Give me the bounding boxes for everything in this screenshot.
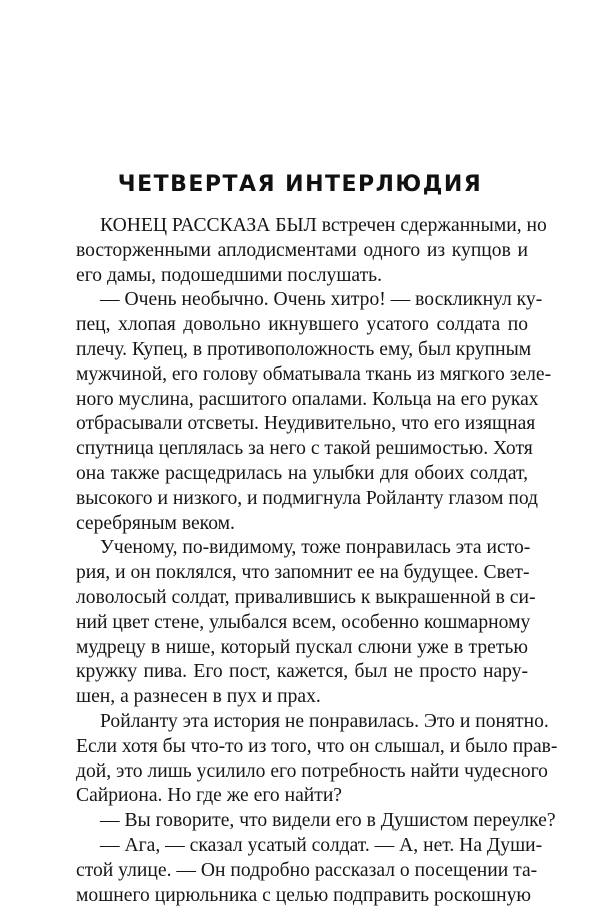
text-line: отбрасывали отсветы. Неудивительно, что его изящная xyxy=(76,413,536,435)
text-line: дой, это лишь усилило его потребность найти чудесного xyxy=(76,760,548,782)
text-line: шен, а разнесен в пух и прах. xyxy=(76,686,321,708)
text-line: она также расщедрилась на улыбки для обоих солдат, xyxy=(76,462,528,484)
text-line: кружку пива. Его пост, кажется, был не просто нару- xyxy=(76,661,528,683)
text-line: рия, и он поклялся, что запомнит ее на будущее. Свет- xyxy=(76,562,530,584)
text-line: КОНЕЦ РАССКАЗА БЫЛ встречен сдержанными, но xyxy=(100,215,547,236)
text-line: спутница цеплялась за него с такой решимостью. Хотя xyxy=(76,438,533,460)
text-line: — Ага, — сказал усатый солдат. — А, нет. На Души- xyxy=(100,834,543,856)
text-line: высокого и низкого, и подмигнула Ройланту глазом под xyxy=(76,487,539,509)
text-line: ний цвет стене, улыбался всем, особенно кошмарному xyxy=(76,611,531,633)
text-line: ного муслина, расшитого опалами. Кольца на его руках xyxy=(76,388,539,410)
text-line: — Вы говорите, что видели его в Душистом переулке? xyxy=(100,810,556,832)
text-line: мужчиной, его голову обматывала ткань из мягкого зеле- xyxy=(76,363,552,385)
text-line: пец, хлопая довольно икнувшего усатого солдата по xyxy=(76,314,528,336)
text-line: восторженными аплодисментами одного из купцов и xyxy=(76,239,528,261)
text-line: стой улице. — Он подробно рассказал о посещении та- xyxy=(76,859,538,881)
chapter-title: ЧЕТВЕРТАЯ ИНТЕРЛЮДИЯ xyxy=(117,172,483,197)
text-line: его дамы, подошедшими послушать. xyxy=(76,264,383,286)
text-line: Ройланту эта история не понравилась. Это и понятно. xyxy=(100,710,549,732)
text-line: плечу. Купец, в противоположность ему, был крупным xyxy=(76,338,532,360)
text-line: ловолосый солдат, привалившись к выкрашенной в си- xyxy=(76,586,536,608)
text-line: Ученому, по-видимому, тоже понравилась эта исто- xyxy=(100,537,531,559)
text-line: — Очень необычно. Очень хитро! — воскликнул ку- xyxy=(100,289,543,311)
text-line: Сайриона. Но где же его найти? xyxy=(76,785,343,807)
text-line: мудрецу в нише, который пускал слюни уже в третью xyxy=(76,636,528,658)
text-line: Если хотя бы что-то из того, что он слышал, и было прав- xyxy=(76,735,558,757)
body-text xyxy=(76,214,558,908)
text-line: мошнего цирюльника с целью подправить роскошную xyxy=(76,884,532,906)
text-line: серебряным веком. xyxy=(76,512,235,534)
